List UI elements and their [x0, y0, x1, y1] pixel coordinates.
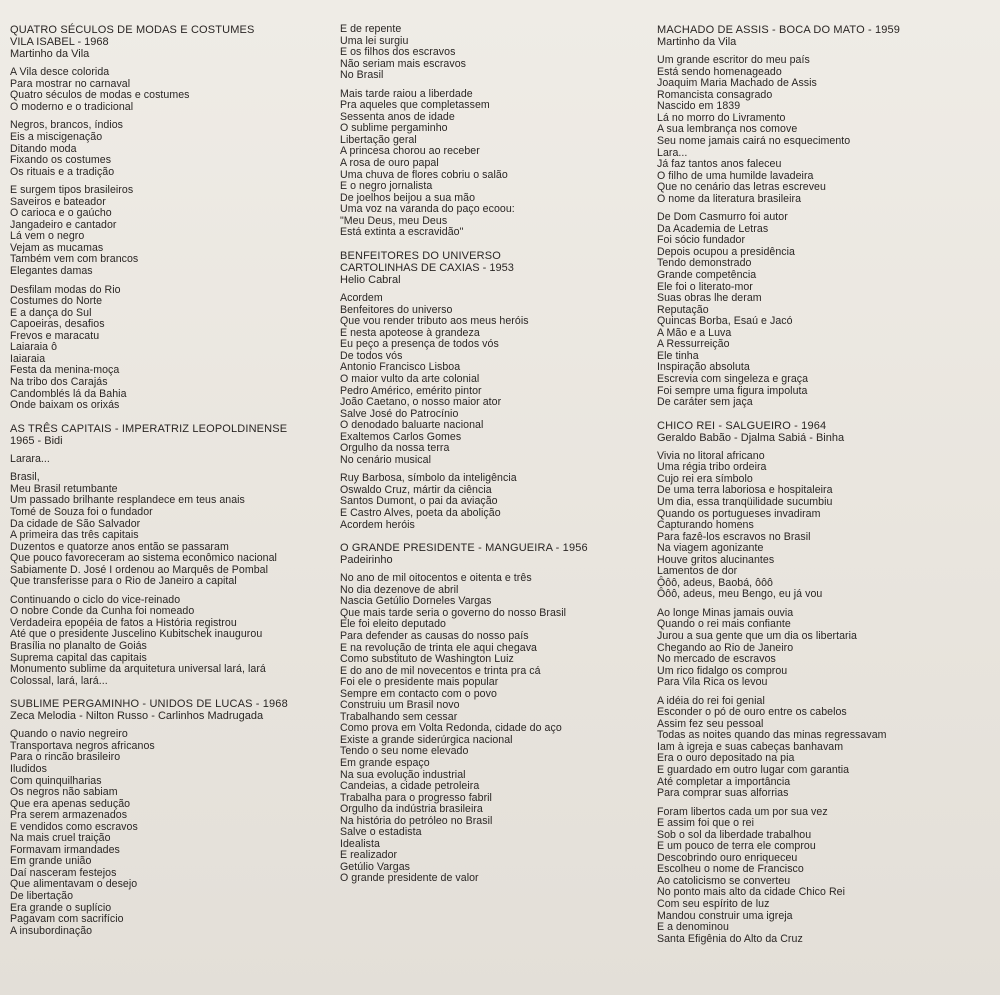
lyric-stanza [657, 55, 992, 205]
lyric-line: Trabalha para o progresso fabril [340, 791, 492, 804]
song-author: Martinho da Vila [657, 36, 737, 49]
lyric-line: Está extinta a escravidão" [340, 226, 464, 239]
lyric-line: Desfilam modas do Rio [10, 283, 121, 296]
lyric-line: Joaquim Maria Machado de Assis [657, 77, 817, 90]
lyric-line: Brasília no planalto de Goiás [10, 639, 147, 652]
lyric-line: Um rico fidalgo os comprou [657, 664, 788, 677]
lyric-line: Formavam irmandades [10, 843, 120, 856]
lyric-line: No dia dezenove de abril [340, 583, 459, 596]
lyric-line: Para defender as causas do nosso país [340, 629, 529, 642]
lyric-line: Mandou construir uma igreja [657, 909, 793, 922]
lyric-line: Duzentos e quatorze anos então se passaram [10, 540, 229, 553]
lyric-line: Ôôô, adeus, meu Bengo, eu já vou [657, 588, 823, 601]
lyric-line: Quando o navio negreiro [10, 728, 128, 741]
lyric-line: Pra serem armazenados [10, 809, 128, 822]
lyric-line: Jangadeiro e cantador [10, 218, 117, 231]
lyric-line: E nesta apoteose à grandeza [340, 326, 480, 339]
song-section [340, 250, 640, 531]
lyric-line: A idéia do rei foi genial [657, 694, 765, 707]
lyric-stanza [10, 595, 330, 687]
lyric-line: Está sendo homenageado [657, 65, 782, 78]
lyric-line: E o negro jornalista [340, 180, 433, 193]
lyric-line: E assim foi que o rei [657, 817, 755, 830]
lyric-line: Construiu um Brasil novo [340, 699, 460, 712]
lyric-stanza [657, 807, 992, 946]
lyric-line: Como substituto de Washington Luiz [340, 653, 514, 666]
lyric-line: E Castro Alves, poeta da abolição [340, 506, 501, 519]
song-title: MACHADO DE ASSIS - BOCA DO MATO - 1959 [657, 24, 901, 36]
lyric-line: "Meu Deus, meu Deus [340, 214, 448, 227]
lyric-line: E de repente [340, 23, 402, 35]
lyric-line: No cenário musical [340, 453, 431, 466]
lyric-line: Santa Efigênia do Alto da Cruz [657, 932, 803, 945]
lyric-line: Iaiaraia [10, 352, 46, 365]
lyric-line: Ôôô, adeus, Baobá, ôôô [657, 576, 773, 589]
lyric-stanza [10, 285, 330, 412]
lyric-line: E realizador [340, 849, 398, 862]
lyric-line: Capturando homens [657, 519, 754, 532]
lyric-line: O filho de uma humilde lavadeira [657, 169, 814, 182]
lyric-line: Um dia, essa tranqüilidade sucumbiu [657, 495, 833, 508]
lyric-line: Santos Dumont, o pai da aviação [340, 495, 498, 508]
lyric-line: Um passado brilhante resplandece em teus anais [10, 494, 245, 507]
lyric-line: Acordem heróis [340, 518, 415, 531]
lyric-line: Nascia Getúlio Dorneles Vargas [340, 595, 492, 608]
lyric-line: Depois ocupou a presidência [657, 245, 795, 258]
lyric-line: Que vou render tributo aos meus heróis [340, 315, 529, 328]
lyric-line: Houve gritos alucinantes [657, 553, 775, 566]
lyric-line: Fixando os costumes [10, 154, 112, 167]
lyric-line: Seu nome jamais cairá no esquecimento [657, 135, 851, 148]
lyric-line: A princesa chorou ao receber [340, 145, 480, 158]
lyric-line: De joelhos beijou a sua mão [340, 191, 476, 204]
lyric-stanza [10, 472, 330, 587]
lyric-line: Vivia no litoral africano [657, 449, 765, 462]
lyric-line: Lara... [657, 146, 688, 159]
lyric-line: Pagavam com sacrifício [10, 913, 124, 926]
lyric-line: O sublime pergaminho [340, 122, 448, 135]
lyric-line: Oswaldo Cruz, mártir da ciência [340, 483, 492, 496]
lyric-line: Que no cenário das letras escreveu [657, 181, 826, 194]
song-title: QUATRO SÉCULOS DE MODAS E COSTUMES [10, 24, 255, 36]
lyric-line: Em grande união [10, 855, 92, 868]
lyric-line: Quando o rei mais confiante [657, 618, 791, 631]
lyric-stanza [10, 120, 330, 178]
lyric-stanza [657, 696, 992, 800]
lyric-line: No ponto mais alto da cidade Chico Rei [657, 886, 845, 899]
lyric-line: Até completar a importância [657, 775, 791, 788]
lyric-line: Chegando ao Rio de Janeiro [657, 641, 794, 654]
lyric-stanza [10, 185, 330, 277]
lyric-line: Para fazê-los escravos no Brasil [657, 530, 811, 543]
lyric-line: Candeias, a cidade petroleira [340, 780, 480, 793]
lyric-stanza [340, 573, 640, 885]
lyric-line: Tendo o seu nome elevado [340, 745, 469, 758]
lyric-line: No mercado de escravos [657, 653, 776, 666]
lyric-line: Antonio Francisco Lisboa [340, 361, 461, 374]
song-section [340, 542, 640, 885]
song-title: AS TRÊS CAPITAIS - IMPERATRIZ LEOPOLDINENSE [10, 422, 288, 435]
lyric-stanza [340, 89, 640, 239]
lyric-line: Também vem com brancos [10, 253, 139, 266]
lyric-line: Para o rincão brasileiro [10, 751, 121, 764]
lyric-line: Foi sócio fundador [657, 234, 746, 247]
lyric-line: Nascido em 1839 [657, 100, 741, 113]
lyric-line: Reputação [657, 303, 709, 316]
lyric-line: Orgulho da nossa terra [340, 442, 450, 455]
lyric-line: E um pouco de terra ele comprou [657, 840, 816, 853]
column-left [10, 24, 330, 948]
lyric-stanza [340, 293, 640, 466]
song-subtitle: 1965 - Bidi [10, 434, 63, 447]
lyric-line: Suprema capital das capitais [10, 651, 147, 664]
lyric-line: Escolheu o nome de Francisco [657, 863, 804, 876]
lyric-line: Assim fez seu pessoal [657, 717, 764, 730]
lyric-line: Uma lei surgiu [340, 34, 409, 47]
lyric-line: A Vila desce colorida [10, 66, 110, 79]
lyric-line: Festa da menina-moça [10, 364, 120, 377]
song-author: Martinho da Vila [10, 48, 90, 61]
lyric-line: Não seriam mais escravos [340, 57, 467, 70]
song-section [340, 24, 640, 239]
lyric-line: Onde baixam os orixás [10, 399, 120, 412]
lyric-line: Iludidos [10, 763, 47, 775]
lyric-line: Um grande escritor do meu país [657, 54, 810, 67]
lyric-line: Que era apenas sedução [10, 797, 131, 810]
lyric-line: E a dança do Sul [10, 306, 92, 319]
lyric-line: Ditando moda [10, 142, 77, 155]
lyric-line: Lá vem o negro [10, 230, 85, 243]
lyric-line: Os rituais e a tradição [10, 165, 115, 178]
lyric-stanza [10, 67, 330, 113]
lyric-line: Romancista consagrado [657, 88, 773, 101]
lyric-line: Esconder o pó de ouro entre os cabelos [657, 706, 847, 719]
lyric-line: Verdadeira epopéia de fatos a História registrou [10, 616, 237, 629]
lyric-line: João Caetano, o nosso maior ator [340, 396, 502, 409]
lyric-line: Quincas Borba, Esaú e Jacó [657, 315, 793, 328]
lyric-line: Era grande o suplício [10, 901, 112, 914]
lyric-line: Idealista [340, 837, 380, 850]
lyric-line: No ano de mil oitocentos e oitenta e três [340, 572, 532, 585]
lyric-line: Todas as noites quando das minas regressavam [657, 729, 887, 742]
song-author: Geraldo Babão - Djalma Sabiá - Binha [657, 431, 845, 444]
lyric-line: A Mão e a Luva [657, 326, 732, 339]
lyric-line: Orgulho da indústria brasileira [340, 803, 483, 816]
lyric-line: Sob o sol da liberdade trabalhou [657, 828, 812, 841]
lyric-line: Continuando o ciclo do vice-reinado [10, 593, 181, 606]
song-author: Helio Cabral [340, 274, 401, 287]
lyric-line: Salve José do Patrocínio [340, 407, 459, 420]
lyric-line: E do ano de mil novecentos e trinta pra cá [340, 664, 541, 677]
lyric-line: Lá no morro do Livramento [657, 111, 786, 124]
lyric-line: Lamentos de dor [657, 565, 738, 578]
lyric-line: E os filhos dos escravos [340, 46, 456, 59]
lyric-line: De libertação [10, 890, 74, 903]
lyric-line: Para mostrar no carnaval [10, 77, 131, 90]
lyric-line: Capoeiras, desafios [10, 318, 105, 331]
lyric-stanza [10, 729, 330, 937]
lyric-line: Suas obras lhe deram [657, 292, 762, 305]
lyric-line: Monumento sublime da arquitetura universal lará, lará [10, 663, 266, 676]
lyric-line: Na viagem agonizante [657, 542, 764, 555]
lyric-line: E guardado em outro lugar com garantia [657, 764, 850, 776]
lyric-line: Ele tinha [657, 349, 699, 362]
lyric-line: O maior vulto da arte colonial [340, 372, 480, 385]
lyric-line: Grande competência [657, 269, 757, 282]
lyric-line: Exaltemos Carlos Gomes [340, 430, 462, 443]
lyric-line: Com seu espírito de luz [657, 898, 770, 911]
song-section [10, 423, 330, 688]
lyric-line: Da Academia de Letras [657, 222, 769, 235]
lyric-line: Na história do petróleo no Brasil [340, 814, 493, 827]
lyric-line: Os negros não sabiam [10, 786, 118, 799]
lyric-line: Até que o presidente Juscelino Kubitschek inaugurou [10, 628, 263, 641]
lyric-line: Uma voz na varanda do paço ecoou: [340, 203, 515, 216]
lyric-line: E surgem tipos brasileiros [10, 184, 134, 197]
lyric-line: Colossal, lará, lará... [10, 674, 108, 687]
song-title: SUBLIME PERGAMINHO - UNIDOS DE LUCAS - 1968 [10, 698, 288, 711]
lyric-line: Brasil, [10, 471, 40, 484]
lyric-line: Foram libertos cada um por sua vez [657, 805, 828, 818]
lyric-line: Como prova em Volta Redonda, cidade do aço [340, 722, 562, 735]
lyric-line: O moderno e o tradicional [10, 100, 134, 113]
lyric-stanza [657, 451, 992, 601]
lyric-line: De uma terra laboriosa e hospitaleira [657, 484, 833, 497]
lyric-line: Pedro Américo, emérito pintor [340, 384, 482, 397]
song-section [10, 24, 330, 412]
lyric-line: Foi ele o presidente mais popular [340, 676, 499, 689]
lyric-line: Ele foi eleito deputado [340, 618, 446, 631]
lyric-line: Trabalhando sem cessar [340, 710, 458, 723]
lyric-line: Mais tarde raiou a liberdade [340, 87, 473, 100]
lyric-line: Tomé de Souza foi o fundador [10, 505, 153, 518]
lyric-line: Na tribo dos Carajás [10, 375, 108, 388]
lyric-line: O nobre Conde da Cunha foi nomeado [10, 605, 195, 618]
lyric-line: Vejam as mucamas [10, 241, 104, 254]
lyric-line: Ruy Barbosa, símbolo da inteligência [340, 472, 517, 485]
song-section [10, 698, 330, 937]
lyric-line: Negros, brancos, índios [10, 119, 124, 132]
lyric-line: Ele foi o literato-mor [657, 280, 753, 293]
lyric-line: Eis a miscigenação [10, 131, 103, 144]
song-author: Zeca Melodia - Nilton Russo - Carlinhos Madrugada [10, 710, 264, 723]
lyric-line: Frevos e maracatu [10, 329, 100, 342]
lyric-line: Jurou a sua gente que um dia os libertaria [657, 629, 857, 642]
lyric-line: Foi sempre uma figura impoluta [657, 384, 808, 397]
lyric-line: Uma régia tribo ordeira [657, 461, 767, 474]
lyric-line: E na revolução de trinta ele aqui chegava [340, 641, 537, 654]
lyric-line: Que pouco favoreceram ao sistema econômico nacional [10, 552, 277, 565]
lyric-line: Elegantes damas [10, 265, 93, 278]
lyric-line: Quatro séculos de modas e costumes [10, 89, 190, 102]
lyric-line: Transportava negros africanos [10, 739, 155, 752]
lyric-line: Escrevia com singeleza e graça [657, 372, 809, 385]
lyric-line: Meu Brasil retumbante [10, 482, 118, 495]
lyric-line: Acordem [340, 292, 383, 305]
lyric-line: Getúlio Vargas [340, 860, 410, 873]
lyric-line: Que transferisse para o Rio de Janeiro a capital [10, 575, 237, 588]
lyric-line: A Ressurreição [657, 338, 730, 351]
song-title: O GRANDE PRESIDENTE - MANGUEIRA - 1956 [340, 542, 588, 555]
lyric-line: Benfeitores do universo [340, 303, 453, 316]
lyric-line: Sessenta anos de idade [340, 110, 455, 123]
song-author: Padeirinho [340, 554, 393, 567]
lyric-line: Cujo rei era símbolo [657, 472, 753, 485]
song-section [657, 24, 992, 409]
lyric-line: Com quinquilharias [10, 774, 102, 787]
lyric-stanza [657, 608, 992, 689]
song-subtitle: VILA ISABEL - 1968 [10, 36, 109, 49]
lyric-line: Já faz tantos anos faleceu [657, 158, 782, 171]
song-title: CHICO REI - SALGUEIRO - 1964 [657, 419, 827, 432]
lyric-line: Existe a grande siderúrgica nacional [340, 733, 513, 746]
lyric-line: A rosa de ouro papal [340, 157, 439, 170]
lyric-line: O carioca e o gaúcho [10, 207, 112, 220]
lyric-line: O denodado baluarte nacional [340, 419, 484, 432]
lyric-stanza [657, 212, 992, 408]
song-section [657, 420, 992, 946]
lyric-line: O grande presidente de valor [340, 872, 479, 885]
lyric-line: Libertação geral [340, 133, 417, 146]
lyric-line: Laiaraia ô [10, 341, 58, 354]
lyric-line: Descobrindo ouro enriqueceu [657, 851, 798, 864]
lyric-line: E vendidos como escravos [10, 820, 138, 833]
lyric-line: Ao catolicismo se converteu [657, 874, 791, 887]
lyric-line: Quando os portugueses invadiram [657, 507, 821, 520]
lyric-line: Que mais tarde seria o governo do nosso Brasil [340, 606, 567, 619]
lyric-line: Larara... [10, 452, 50, 465]
lyric-line: Iam à igreja e suas cabeças banhavam [657, 740, 844, 753]
song-subtitle: CARTOLINHAS DE CAXIAS - 1953 [340, 261, 514, 274]
lyric-line: No Brasil [340, 69, 384, 82]
lyric-line: Pra aqueles que completassem [340, 99, 490, 112]
lyric-line: Ao longe Minas jamais ouvia [657, 606, 794, 619]
lyric-line: Da cidade de São Salvador [10, 517, 141, 530]
lyric-line: Eu peço a presença de todos vós [340, 338, 499, 351]
lyric-line: Inspiração absoluta [657, 361, 750, 374]
lyric-line: O nome da literatura brasileira [657, 192, 802, 205]
lyric-line: Candomblés lá da Bahia [10, 387, 127, 400]
lyric-line: Sabiamente D. José I ordenou ao Marquês de Pombal [10, 563, 269, 576]
lyric-line: Na mais cruel traição [10, 832, 111, 845]
lyric-line: Para comprar suas alforrias [657, 787, 789, 800]
lyric-line: De caráter sem jaça [657, 396, 753, 409]
song-title: BENFEITORES DO UNIVERSO [340, 249, 501, 262]
lyric-stanza [340, 24, 640, 82]
lyric-stanza [10, 454, 330, 466]
lyric-line: Costumes do Norte [10, 295, 103, 308]
lyric-line: Saveiros e bateador [10, 195, 106, 208]
lyric-line: E a denominou [657, 921, 729, 934]
lyric-stanza [340, 473, 640, 531]
lyric-line: Salve o estadista [340, 826, 422, 839]
lyric-line: A insubordinação [10, 924, 93, 937]
lyric-line: A primeira das três capitais [10, 529, 139, 542]
lyric-line: Tendo demonstrado [657, 257, 752, 270]
lyric-line: De todos vós [340, 349, 403, 362]
lyric-line: Para Vila Rica os levou [657, 676, 768, 689]
column-right [657, 24, 992, 956]
lyric-line: De Dom Casmurro foi autor [657, 211, 788, 224]
lyric-line: A sua lembrança nos comove [657, 123, 798, 136]
lyric-line: Que alimentavam o desejo [10, 878, 138, 891]
lyric-line: Uma chuva de flores cobriu o salão [340, 168, 508, 181]
lyric-line: Era o ouro depositado na pia [657, 752, 795, 765]
lyric-line: Sempre em contacto com o povo [340, 687, 497, 700]
column-middle [340, 24, 640, 896]
lyric-line: Em grande espaço [340, 757, 430, 769]
lyric-line: Na sua evolução industrial [340, 768, 466, 781]
lyric-line: Daí nasceram festejos [10, 866, 117, 879]
